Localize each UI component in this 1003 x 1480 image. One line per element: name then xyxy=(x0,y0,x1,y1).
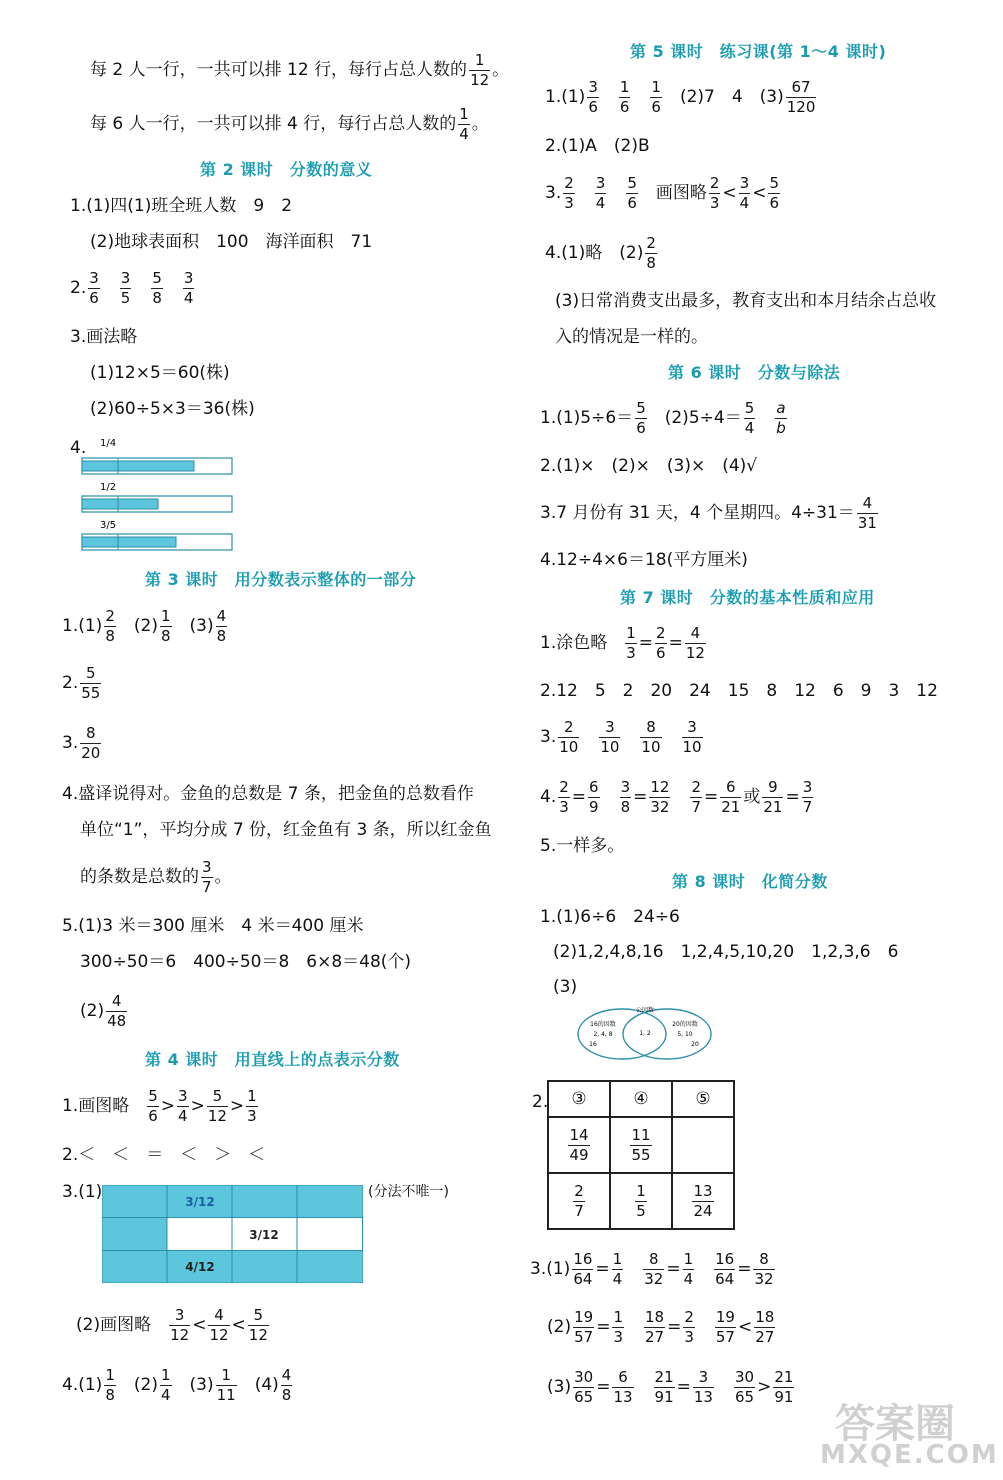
section-title-6: 第 6 课时 分数与除法 xyxy=(668,363,841,382)
l6-q3: 3.7 月份有 31 天，4 个星期四。4÷31＝ $\frac{4}{31}$ xyxy=(540,493,877,532)
l3-q5a: 5.(1)3 米＝300 厘米 4 米＝400 厘米 xyxy=(62,916,364,936)
l8-q1b: (2)1,2,4,8,16 1,2,4,5,10,20 1,2,3,6 6 xyxy=(553,942,899,962)
l3-q5c: (2) $\frac{4}{48}$ xyxy=(80,991,127,1030)
strip-label-2: 1/2 xyxy=(100,482,117,493)
circled-number-grid xyxy=(547,1080,735,1230)
section-title-5: 第 5 课时 练习课(第 1～4 课时) xyxy=(630,42,887,61)
l6-q2: 2.(1)× (2)× (3)× (4)√ xyxy=(540,456,758,476)
l2-q2: 2. $\frac{3}{6}$ $\frac{3}{5}$ $\frac{5}{8}$ $\frac{3}{4}$ xyxy=(70,268,194,307)
venn-middle-values: 1, 2 xyxy=(639,1030,651,1037)
l3-q4c: 的条数是总数的 $\frac{3}{7}$ 。 xyxy=(80,857,232,896)
strip-label-1: 1/4 xyxy=(100,438,117,449)
watermark-url: MXQE.COM xyxy=(820,1440,999,1470)
l3-q4a: 4.盛译说得对。金鱼的总数是 7 条，把金鱼的总数看作 xyxy=(62,784,474,804)
grid-cell: $\frac{11}{55}$ xyxy=(610,1117,672,1173)
grid-cell: $\frac{1}{5}$ xyxy=(610,1173,672,1229)
grid-cell: $\frac{13}{24}$ xyxy=(672,1173,734,1229)
l3-q2: 2. $\frac{5}{55}$ xyxy=(62,663,101,702)
strip-label-3: 3/5 xyxy=(100,520,117,531)
section-title-3: 第 3 课时 用分数表示整体的一部分 xyxy=(145,570,417,589)
venn-right-values: 5, 10 xyxy=(677,1031,693,1038)
venn-top-label: 公因数 xyxy=(635,1007,655,1014)
l8-q3-row1: 3.(1) $\frac{16}{64}$ = $\frac{1}{4}$ $\frac{8}{32}$ = $\frac{1}{4}$ $\frac{16}{64}$ = $\frac{8}{32}$ xyxy=(530,1249,774,1288)
venn-diagram xyxy=(575,1005,715,1063)
venn-left-values: 2, 4, 8 xyxy=(593,1031,613,1038)
l2-q3a: (1)12×5＝60(株) xyxy=(90,363,230,383)
l2-q3: 3.画法略 xyxy=(70,327,138,347)
l2-q4: 4. xyxy=(70,438,87,458)
section-title-2: 第 2 课时 分数的意义 xyxy=(200,160,373,179)
section-title-7: 第 7 课时 分数的基本性质和应用 xyxy=(620,588,875,607)
grid-label-3: 4/12 xyxy=(185,1260,215,1274)
l8-q3-row3: (3) $\frac{30}{65}$ = $\frac{6}{13}$ $\frac{21}{91}$ = $\frac{3}{13}$ $\frac{30}{65}$ > $\frac{21}{91}$ xyxy=(547,1367,794,1406)
venn-left-values-2: 16 xyxy=(589,1041,597,1048)
grid-cell: $\frac{2}{7}$ xyxy=(548,1173,610,1229)
l4-q3b: (2)画图略 $\frac{3}{12}$ < $\frac{4}{12}$ < $\frac{5}{12}$ xyxy=(76,1305,268,1344)
section-title-8: 第 8 课时 化简分数 xyxy=(672,872,828,891)
l7-q2: 2.12 5 2 20 24 15 8 12 6 9 3 12 xyxy=(540,681,938,701)
venn-right-values-2: 20 xyxy=(691,1041,699,1048)
l4-q4: 4.(1) $\frac{1}{8}$ (2) $\frac{1}{4}$ (3) $\frac{1}{11}$ (4) $\frac{4}{8}$ xyxy=(62,1365,292,1404)
watermark-logo: 答案圈 xyxy=(835,1401,955,1447)
l5-q3: 3. $\frac{2}{3}$ $\frac{3}{4}$ $\frac{5}{6}$ 画图略 $\frac{2}{3}$ < $\frac{3}{4}$ < $\frac{5}{6}$ xyxy=(545,173,780,212)
l2-q1a: 1.(1)四(1)班全班人数 9 2 xyxy=(70,196,293,216)
l7-q1: 1.涂色略 $\frac{1}{3}$ = $\frac{2}{6}$ = $\frac{4}{12}$ xyxy=(540,623,705,662)
top-line-2: 每 6 人一行，一共可以排 4 行，每行占总人数的 $\frac{1}{4}$ 。 xyxy=(90,104,489,143)
l5-q2: 2.(1)A (2)B xyxy=(545,136,650,156)
rect-grid-diagram xyxy=(102,1185,364,1285)
l7-q4: 4. $\frac{2}{3}$ = $\frac{6}{9}$ $\frac{3}{8}$ = $\frac{12}{32}$ $\frac{2}{7}$ = $\frac{6}{21}$ 或 $\frac{9}{21}$ = $\frac{3}{7}$ xyxy=(540,777,813,816)
l5-q1: 1.(1) $\frac{3}{6}$ $\frac{1}{6}$ $\frac{1}{6}$ (2)7 4 (3) $\frac{67}{120}$ xyxy=(545,77,816,116)
l5-q4: 4.(1)略 (2) $\frac{2}{8}$ xyxy=(545,233,656,272)
grid-cell: $\frac{14}{49}$ xyxy=(548,1117,610,1173)
l2-q1b: (2)地球表面积 100 海洋面积 71 xyxy=(90,232,373,252)
venn-left-label: 16的因数 xyxy=(590,1021,616,1028)
l3-q4b: 单位“1”，平均分成 7 份，红金鱼有 3 条，所以红金鱼 xyxy=(80,820,492,840)
l8-q3-row2: (2) $\frac{19}{57}$ = $\frac{1}{3}$ $\frac{18}{27}$ = $\frac{2}{3}$ $\frac{19}{57}$ < $\frac{18}{27}$ xyxy=(547,1307,775,1346)
l8-q2: 2. xyxy=(532,1092,549,1112)
grid-label-2: 3/12 xyxy=(249,1228,279,1242)
l5-q4c2: 入的情况是一样的。 xyxy=(555,327,708,347)
l8-q1a: 1.(1)6÷6 24÷6 xyxy=(540,907,680,927)
top-line-1: 每 2 人一行，一共可以排 12 行，每行占总人数的 $\frac{1}{12}$ 。 xyxy=(90,50,510,89)
l6-q4: 4.12÷4×6＝18(平方厘米) xyxy=(540,550,748,570)
venn-right-label: 20的因数 xyxy=(672,1021,698,1028)
section-title-4: 第 4 课时 用直线上的点表示分数 xyxy=(145,1050,400,1069)
l4-q2: 2.＜ ＜ ＝ ＜ ＞ ＜ xyxy=(62,1145,266,1165)
l4-q3: 3.(1) xyxy=(62,1182,103,1202)
l4-q1: 1.画图略 $\frac{5}{6}$ > $\frac{3}{4}$ > $\frac{5}{12}$ > $\frac{1}{3}$ xyxy=(62,1086,257,1125)
l6-q1: 1.(1)5÷6＝ $\frac{5}{6}$ (2)5÷4＝ $\frac{5}{4}$ $\frac{a}{b}$ xyxy=(540,398,786,437)
grid-header-4: ④ xyxy=(610,1081,672,1117)
l7-q5: 5.一样多。 xyxy=(540,836,625,856)
grid-header-3: ③ xyxy=(548,1081,610,1117)
grid-label-1: 3/12 xyxy=(185,1195,215,1209)
l7-q3: 3. $\frac{2}{10}$ $\frac{3}{10}$ $\frac{8}{10}$ $\frac{3}{10}$ xyxy=(540,717,702,756)
l3-q1: 1.(1) $\frac{2}{8}$ (2) $\frac{1}{8}$ (3) $\frac{4}{8}$ xyxy=(62,606,227,645)
l4-q3-note: (分法不唯一) xyxy=(368,1184,449,1200)
l5-q4c1: (3)日常消费支出最多，教育支出和本月结余占总收 xyxy=(555,291,937,311)
l3-q3: 3. $\frac{8}{20}$ xyxy=(62,723,101,762)
l3-q5b: 300÷50＝6 400÷50＝8 6×8＝48(个) xyxy=(80,952,412,972)
grid-cell-empty xyxy=(672,1117,734,1173)
l8-q1c: (3) xyxy=(553,977,578,997)
grid-header-5: ⑤ xyxy=(672,1081,734,1117)
strip-diagram xyxy=(78,432,238,554)
l2-q3b: (2)60÷5×3＝36(株) xyxy=(90,399,255,419)
